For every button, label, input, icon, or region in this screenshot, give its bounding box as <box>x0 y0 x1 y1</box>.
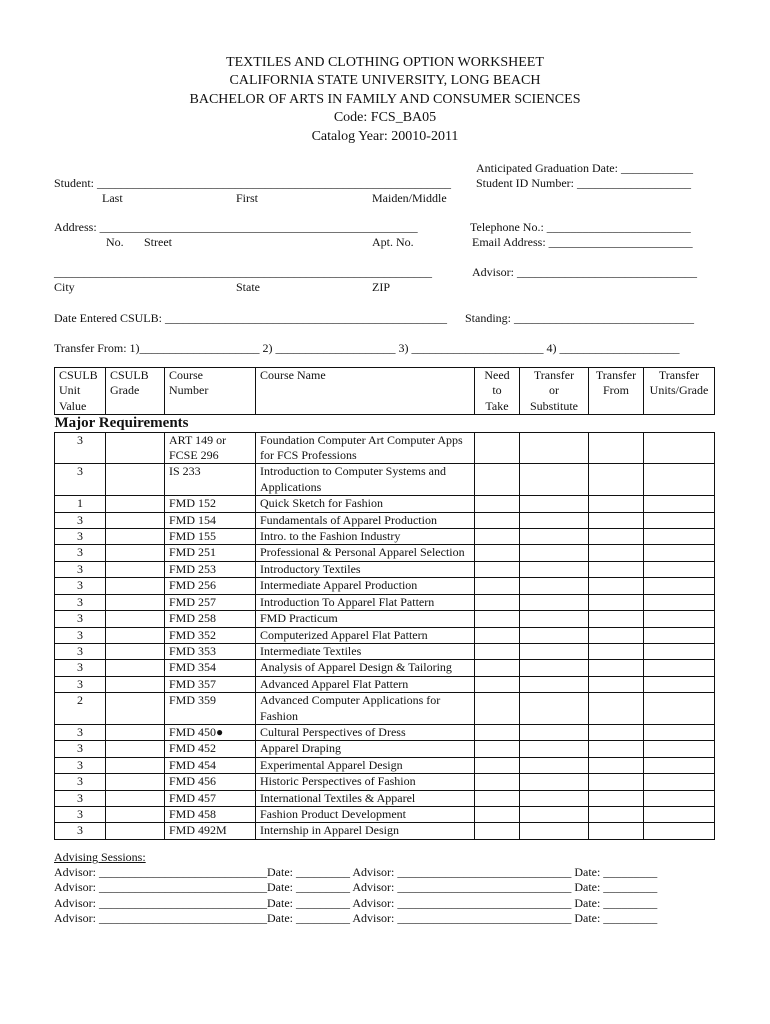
course-number-cell: FMD 257 <box>165 594 256 610</box>
student-id-field[interactable]: Student ID Number: ___________________ <box>476 176 691 190</box>
transfer-units-cell[interactable] <box>644 561 715 577</box>
course-name-cell: Computerized Apparel Flat Pattern <box>256 627 475 643</box>
need-to-take-cell[interactable] <box>475 464 520 496</box>
course-number-cell: IS 233 <box>165 464 256 496</box>
transfer-substitute-cell[interactable] <box>520 464 589 496</box>
table-row <box>55 545 715 561</box>
transfer-from-cell[interactable] <box>589 643 644 659</box>
header-course-number: Course Number <box>165 368 256 415</box>
need-to-take-cell[interactable] <box>475 774 520 790</box>
zip-label: ZIP <box>372 280 390 294</box>
grade-cell[interactable] <box>106 823 165 839</box>
course-name-cell: Quick Sketch for Fashion <box>256 496 475 512</box>
transfer-substitute-cell[interactable] <box>520 643 589 659</box>
unit-value-cell: 3 <box>55 545 106 561</box>
transfer-units-cell[interactable] <box>644 757 715 773</box>
transfer-units-cell[interactable] <box>644 545 715 561</box>
transfer-units-cell[interactable] <box>644 578 715 594</box>
advising-line-1[interactable]: Advisor: ____________________________Date: _________ Advisor: _____________________________ Date: _________ <box>54 865 658 879</box>
header-need-to-take: Need to Take <box>475 368 520 415</box>
table-row <box>55 774 715 790</box>
need-to-take-cell[interactable] <box>475 545 520 561</box>
transfer-units-cell[interactable] <box>644 529 715 545</box>
need-to-take-cell[interactable] <box>475 693 520 725</box>
unit-value-cell: 3 <box>55 823 106 839</box>
transfer-units-cell[interactable] <box>644 676 715 692</box>
program-code: Code: FCS_BA05 <box>333 110 437 125</box>
need-to-take-cell[interactable] <box>475 561 520 577</box>
need-to-take-cell[interactable] <box>475 643 520 659</box>
header-transfer-substitute: Transfer or Substitute <box>520 368 589 415</box>
transfer-substitute-cell[interactable] <box>520 790 589 806</box>
grade-cell[interactable] <box>106 757 165 773</box>
transfer-substitute-cell[interactable] <box>520 529 589 545</box>
table-row <box>55 806 715 822</box>
requirements-table <box>54 367 715 840</box>
need-to-take-cell[interactable] <box>475 432 520 464</box>
unit-value-cell: 3 <box>55 676 106 692</box>
transfer-from-cell[interactable] <box>589 512 644 528</box>
course-number-cell: FMD 155 <box>165 529 256 545</box>
transfer-units-cell[interactable] <box>644 790 715 806</box>
course-number-cell: ART 149 or FCSE 296 <box>165 432 256 464</box>
transfer-substitute-cell[interactable] <box>520 741 589 757</box>
table-row <box>55 790 715 806</box>
course-name-cell: Advanced Apparel Flat Pattern <box>256 676 475 692</box>
transfer-units-cell[interactable] <box>644 627 715 643</box>
table-header-row <box>55 368 715 415</box>
course-name-cell: Introduction To Apparel Flat Pattern <box>256 594 475 610</box>
anticipated-graduation-field[interactable]: Anticipated Graduation Date: ____________ <box>476 161 693 175</box>
unit-value-cell: 3 <box>55 594 106 610</box>
transfer-substitute-cell[interactable] <box>520 757 589 773</box>
transfer-units-cell[interactable] <box>644 693 715 725</box>
grade-cell[interactable] <box>106 512 165 528</box>
grade-cell[interactable] <box>106 611 165 627</box>
street-label: Street <box>144 235 172 249</box>
table-row <box>55 660 715 676</box>
header-course-name: Course Name <box>256 368 475 415</box>
course-number-cell: FMD 152 <box>165 496 256 512</box>
unit-value-cell: 3 <box>55 464 106 496</box>
transfer-from-cell[interactable] <box>589 693 644 725</box>
course-name-cell: Fashion Product Development <box>256 806 475 822</box>
header-transfer-from: Transfer From <box>589 368 644 415</box>
course-name-cell: Introductory Textiles <box>256 561 475 577</box>
table-row <box>55 578 715 594</box>
transfer-substitute-cell[interactable] <box>520 545 589 561</box>
unit-value-cell: 3 <box>55 757 106 773</box>
unit-value-cell: 3 <box>55 774 106 790</box>
address-no-label: No. <box>106 235 124 249</box>
address-field[interactable]: Address: _____________________________________________________ <box>54 220 418 234</box>
need-to-take-cell[interactable] <box>475 676 520 692</box>
unit-value-cell: 3 <box>55 790 106 806</box>
need-to-take-cell[interactable] <box>475 529 520 545</box>
need-to-take-cell[interactable] <box>475 724 520 740</box>
city-label: City <box>54 280 75 294</box>
transfer-from-cell[interactable] <box>589 561 644 577</box>
transfer-from-cell[interactable] <box>589 529 644 545</box>
header-unit-value: CSULB Unit Value <box>55 368 106 415</box>
advising-line-2[interactable]: Advisor: ____________________________Date: _________ Advisor: _____________________________ Date: _________ <box>54 880 658 894</box>
transfer-substitute-cell[interactable] <box>520 774 589 790</box>
unit-value-cell: 3 <box>55 741 106 757</box>
transfer-from-cell[interactable] <box>589 806 644 822</box>
table-row <box>55 432 715 464</box>
section-row <box>55 415 715 432</box>
transfer-substitute-cell[interactable] <box>520 578 589 594</box>
need-to-take-cell[interactable] <box>475 496 520 512</box>
transfer-units-cell[interactable] <box>644 823 715 839</box>
state-label: State <box>236 280 260 294</box>
apt-label: Apt. No. <box>372 235 414 249</box>
transfer-substitute-cell[interactable] <box>520 660 589 676</box>
transfer-units-cell[interactable] <box>644 724 715 740</box>
course-number-cell: FMD 492M <box>165 823 256 839</box>
course-name-cell: Professional & Personal Apparel Selection <box>256 545 475 561</box>
grade-cell[interactable] <box>106 578 165 594</box>
need-to-take-cell[interactable] <box>475 823 520 839</box>
worksheet-title: TEXTILES AND CLOTHING OPTION WORKSHEET <box>226 55 544 70</box>
course-name-cell: Introduction to Computer Systems and Applications <box>256 464 475 496</box>
transfer-from-cell[interactable] <box>589 627 644 643</box>
course-number-cell: FMD 251 <box>165 545 256 561</box>
unit-value-cell: 3 <box>55 561 106 577</box>
course-name-cell: Apparel Draping <box>256 741 475 757</box>
section-title: Major Requirements <box>55 415 715 432</box>
course-name-cell: Intermediate Apparel Production <box>256 578 475 594</box>
course-name-cell: Historic Perspectives of Fashion <box>256 774 475 790</box>
course-name-cell: Internship in Apparel Design <box>256 823 475 839</box>
need-to-take-cell[interactable] <box>475 578 520 594</box>
transfer-substitute-cell[interactable] <box>520 806 589 822</box>
unit-value-cell: 3 <box>55 627 106 643</box>
university-name: CALIFORNIA STATE UNIVERSITY, LONG BEACH <box>229 73 541 88</box>
transfer-substitute-cell[interactable] <box>520 561 589 577</box>
unit-value-cell: 3 <box>55 643 106 659</box>
course-name-cell: Fundamentals of Apparel Production <box>256 512 475 528</box>
transfer-from-cell[interactable] <box>589 724 644 740</box>
transfer-units-cell[interactable] <box>644 512 715 528</box>
transfer-units-cell[interactable] <box>644 464 715 496</box>
transfer-from-cell[interactable] <box>589 660 644 676</box>
grade-cell[interactable] <box>106 496 165 512</box>
need-to-take-cell[interactable] <box>475 627 520 643</box>
transfer-from-cell[interactable] <box>589 464 644 496</box>
course-number-cell: FMD 154 <box>165 512 256 528</box>
grade-cell[interactable] <box>106 561 165 577</box>
maiden-name-label: Maiden/Middle <box>372 191 447 205</box>
need-to-take-cell[interactable] <box>475 790 520 806</box>
advisor-field[interactable]: Advisor: ______________________________ <box>472 265 697 279</box>
standing-field[interactable]: Standing: ______________________________ <box>465 311 695 325</box>
transfer-from-cell[interactable] <box>589 545 644 561</box>
transfer-units-cell[interactable] <box>644 774 715 790</box>
transfer-substitute-cell[interactable] <box>520 724 589 740</box>
email-field[interactable]: Email Address: ________________________ <box>472 235 693 249</box>
unit-value-cell: 3 <box>55 578 106 594</box>
grade-cell[interactable] <box>106 724 165 740</box>
course-number-cell: FMD 357 <box>165 676 256 692</box>
table-row <box>55 741 715 757</box>
table-row <box>55 643 715 659</box>
table-row <box>55 611 715 627</box>
transfer-units-cell[interactable] <box>644 741 715 757</box>
unit-value-cell: 3 <box>55 529 106 545</box>
transfer-substitute-cell[interactable] <box>520 676 589 692</box>
need-to-take-cell[interactable] <box>475 660 520 676</box>
transfer-units-cell[interactable] <box>644 611 715 627</box>
date-entered-field[interactable]: Date Entered CSULB: _______________________________________________ <box>54 311 447 325</box>
requirements-body <box>55 432 715 839</box>
transfer-units-cell[interactable] <box>644 643 715 659</box>
grade-cell[interactable] <box>106 627 165 643</box>
unit-value-cell: 3 <box>55 432 106 464</box>
unit-value-cell: 3 <box>55 806 106 822</box>
unit-value-cell: 1 <box>55 496 106 512</box>
grade-cell[interactable] <box>106 529 165 545</box>
course-name-cell: Analysis of Apparel Design & Tailoring <box>256 660 475 676</box>
need-to-take-cell[interactable] <box>475 806 520 822</box>
transfer-from-cell[interactable] <box>589 578 644 594</box>
course-number-cell: FMD 354 <box>165 660 256 676</box>
course-number-cell: FMD 256 <box>165 578 256 594</box>
transfer-from-field[interactable]: Transfer From: 1)____________________ 2) ____________________ 3) ______________________ 4) ____________________ <box>54 341 680 355</box>
course-number-cell: FMD 450● <box>165 724 256 740</box>
course-name-cell: Experimental Apparel Design <box>256 757 475 773</box>
table-row <box>55 627 715 643</box>
transfer-substitute-cell[interactable] <box>520 496 589 512</box>
table-row <box>55 561 715 577</box>
table-row <box>55 594 715 610</box>
grade-cell[interactable] <box>106 693 165 725</box>
unit-value-cell: 3 <box>55 611 106 627</box>
course-name-cell: Foundation Computer Art Computer Apps for FCS Professions <box>256 432 475 464</box>
grade-cell[interactable] <box>106 594 165 610</box>
transfer-units-cell[interactable] <box>644 432 715 464</box>
transfer-substitute-cell[interactable] <box>520 823 589 839</box>
transfer-from-cell[interactable] <box>589 611 644 627</box>
transfer-from-cell[interactable] <box>589 676 644 692</box>
course-name-cell: Intermediate Textiles <box>256 643 475 659</box>
table-row <box>55 693 715 725</box>
transfer-from-cell[interactable] <box>589 594 644 610</box>
grade-cell[interactable] <box>106 676 165 692</box>
transfer-units-cell[interactable] <box>644 660 715 676</box>
grade-cell[interactable] <box>106 741 165 757</box>
course-number-cell: FMD 458 <box>165 806 256 822</box>
transfer-substitute-cell[interactable] <box>520 594 589 610</box>
table-row <box>55 464 715 496</box>
table-row <box>55 529 715 545</box>
header-grade: CSULB Grade <box>106 368 165 415</box>
degree-name: BACHELOR OF ARTS IN FAMILY AND CONSUMER SCIENCES <box>189 92 581 107</box>
table-row <box>55 496 715 512</box>
table-row <box>55 757 715 773</box>
course-number-cell: FMD 359 <box>165 693 256 725</box>
course-name-cell: FMD Practicum <box>256 611 475 627</box>
course-number-cell: FMD 258 <box>165 611 256 627</box>
course-number-cell: FMD 353 <box>165 643 256 659</box>
advising-line-3[interactable]: Advisor: ____________________________Date: _________ Advisor: _____________________________ Date: _________ <box>54 896 658 910</box>
header-transfer-units: Transfer Units/Grade <box>644 368 715 415</box>
advising-title: Advising Sessions: <box>54 850 146 864</box>
table-row <box>55 512 715 528</box>
table-row <box>55 823 715 839</box>
table-row <box>55 724 715 740</box>
table-row <box>55 676 715 692</box>
unit-value-cell: 3 <box>55 512 106 528</box>
city-state-zip-field[interactable]: _______________________________________________________________ <box>54 265 432 279</box>
catalog-year: Catalog Year: 20010-2011 <box>311 129 459 144</box>
transfer-units-cell[interactable] <box>644 806 715 822</box>
transfer-from-cell[interactable] <box>589 823 644 839</box>
grade-cell[interactable] <box>106 660 165 676</box>
course-number-cell: FMD 253 <box>165 561 256 577</box>
transfer-from-cell[interactable] <box>589 741 644 757</box>
need-to-take-cell[interactable] <box>475 757 520 773</box>
course-number-cell: FMD 454 <box>165 757 256 773</box>
transfer-substitute-cell[interactable] <box>520 627 589 643</box>
need-to-take-cell[interactable] <box>475 611 520 627</box>
transfer-from-cell[interactable] <box>589 757 644 773</box>
transfer-units-cell[interactable] <box>644 594 715 610</box>
telephone-field[interactable]: Telephone No.: ________________________ <box>470 220 691 234</box>
transfer-from-cell[interactable] <box>589 790 644 806</box>
course-name-cell: Intro. to the Fashion Industry <box>256 529 475 545</box>
course-name-cell: International Textiles & Apparel <box>256 790 475 806</box>
grade-cell[interactable] <box>106 643 165 659</box>
transfer-units-cell[interactable] <box>644 496 715 512</box>
unit-value-cell: 3 <box>55 660 106 676</box>
transfer-from-cell[interactable] <box>589 774 644 790</box>
transfer-substitute-cell[interactable] <box>520 432 589 464</box>
grade-cell[interactable] <box>106 545 165 561</box>
transfer-from-cell[interactable] <box>589 496 644 512</box>
transfer-substitute-cell[interactable] <box>520 693 589 725</box>
unit-value-cell: 2 <box>55 693 106 725</box>
grade-cell[interactable] <box>106 774 165 790</box>
grade-cell[interactable] <box>106 464 165 496</box>
grade-cell[interactable] <box>106 790 165 806</box>
transfer-substitute-cell[interactable] <box>520 611 589 627</box>
need-to-take-cell[interactable] <box>475 594 520 610</box>
last-name-label: Last <box>102 191 123 205</box>
course-name-cell: Cultural Perspectives of Dress <box>256 724 475 740</box>
transfer-substitute-cell[interactable] <box>520 512 589 528</box>
student-name-field[interactable]: Student: ___________________________________________________________ <box>54 176 452 190</box>
course-name-cell: Advanced Computer Applications for Fashion <box>256 693 475 725</box>
first-name-label: First <box>236 191 259 205</box>
transfer-from-cell[interactable] <box>589 432 644 464</box>
course-number-cell: FMD 456 <box>165 774 256 790</box>
course-number-cell: FMD 352 <box>165 627 256 643</box>
grade-cell[interactable] <box>106 432 165 464</box>
need-to-take-cell[interactable] <box>475 741 520 757</box>
grade-cell[interactable] <box>106 806 165 822</box>
unit-value-cell: 3 <box>55 724 106 740</box>
course-number-cell: FMD 457 <box>165 790 256 806</box>
course-number-cell: FMD 452 <box>165 741 256 757</box>
need-to-take-cell[interactable] <box>475 512 520 528</box>
advising-line-4[interactable]: Advisor: ____________________________Date: _________ Advisor: _____________________________ Date: _________ <box>54 911 658 925</box>
